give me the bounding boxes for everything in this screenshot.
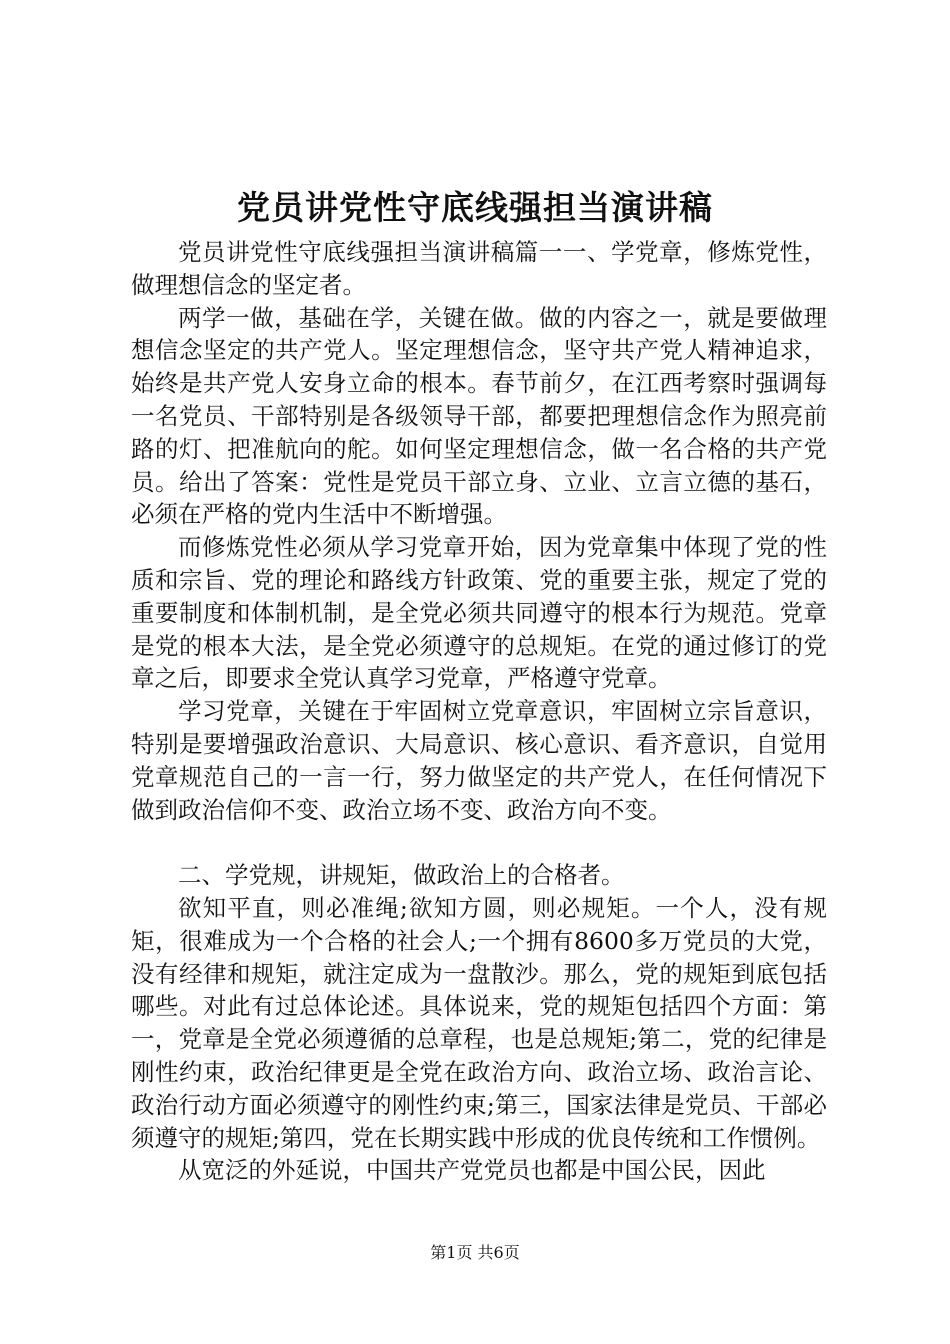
page-number-footer: 第1页 共6页 xyxy=(430,1243,520,1262)
document-title: 党员讲党性守底线强担当演讲稿 xyxy=(237,188,713,227)
paragraph: 两学一做，基础在学，关键在做。做的内容之一，就是要做理想信念坚定的共产党人。坚定理想信念，坚守共产党人精神追求，始终是共产党人安身立命的根本。春节前夕，在江西考察时强调每一名党员、干部特别是各级领导干部，都要把理想信念作为照亮前路的灯、把准航向的舵。如何坚定理想信念，做一名合格的共产党员。给出了答案：党性是党员干部立身、立业、立言立德的基石，必须在严格的党内生活中不断增强。 xyxy=(131,303,827,529)
section-heading: 二、学党规，讲规矩，做政治上的合格者。 xyxy=(178,861,625,890)
document-body xyxy=(131,236,827,1187)
paragraph: 党员讲党性守底线强担当演讲稿篇一一、学党章，修炼党性，做理想信念的坚定者。 xyxy=(131,238,827,299)
paragraph: 学习党章，关键在于牢固树立党章意识，牢固树立宗旨意识，特别是要增强政治意识、大局意识、核心意识、看齐意识，自觉用党章规范自己的一言一行，努力做坚定的共产党人，在任何情况下做到政治信仰不变、政治立场不变、政治方向不变。 xyxy=(131,697,827,824)
paragraph: 而修炼党性必须从学习党章开始，因为党章集中体现了党的性质和宗旨、党的理论和路线方针政策、党的重要主张，规定了党的重要制度和体制机制，是全党必须共同遵守的根本行为规范。党章是党的根本大法，是全党必须遵守的总规矩。在党的通过修订的党章之后，即要求全党认真学习党章，严格遵守党章。 xyxy=(131,533,827,693)
paragraph: 欲知平直，则必准绳;欲知方圆，则必规矩。一个人，没有规矩，很难成为一个合格的社会人;一个拥有8600多万党员的大党，没有经律和规矩，就注定成为一盘散沙。那么，党的规矩到底包括哪些。对此有过总体论述。具体说来，党的规矩包括四个方面：第一，党章是全党必须遵循的总章程，也是总规矩;第二，党的纪律是刚性约束，政治纪律更是全党在政治方向、政治立场、政治言论、政治行动方面必须遵守的刚性约束;第三，国家法律是党员、干部必须遵守的规矩;第四，党在长期实践中形成的优良传统和工作惯例。 xyxy=(131,893,827,1152)
paragraph: 从宽泛的外延说，中国共产党党员也都是中国公民，因此 xyxy=(178,1156,766,1185)
